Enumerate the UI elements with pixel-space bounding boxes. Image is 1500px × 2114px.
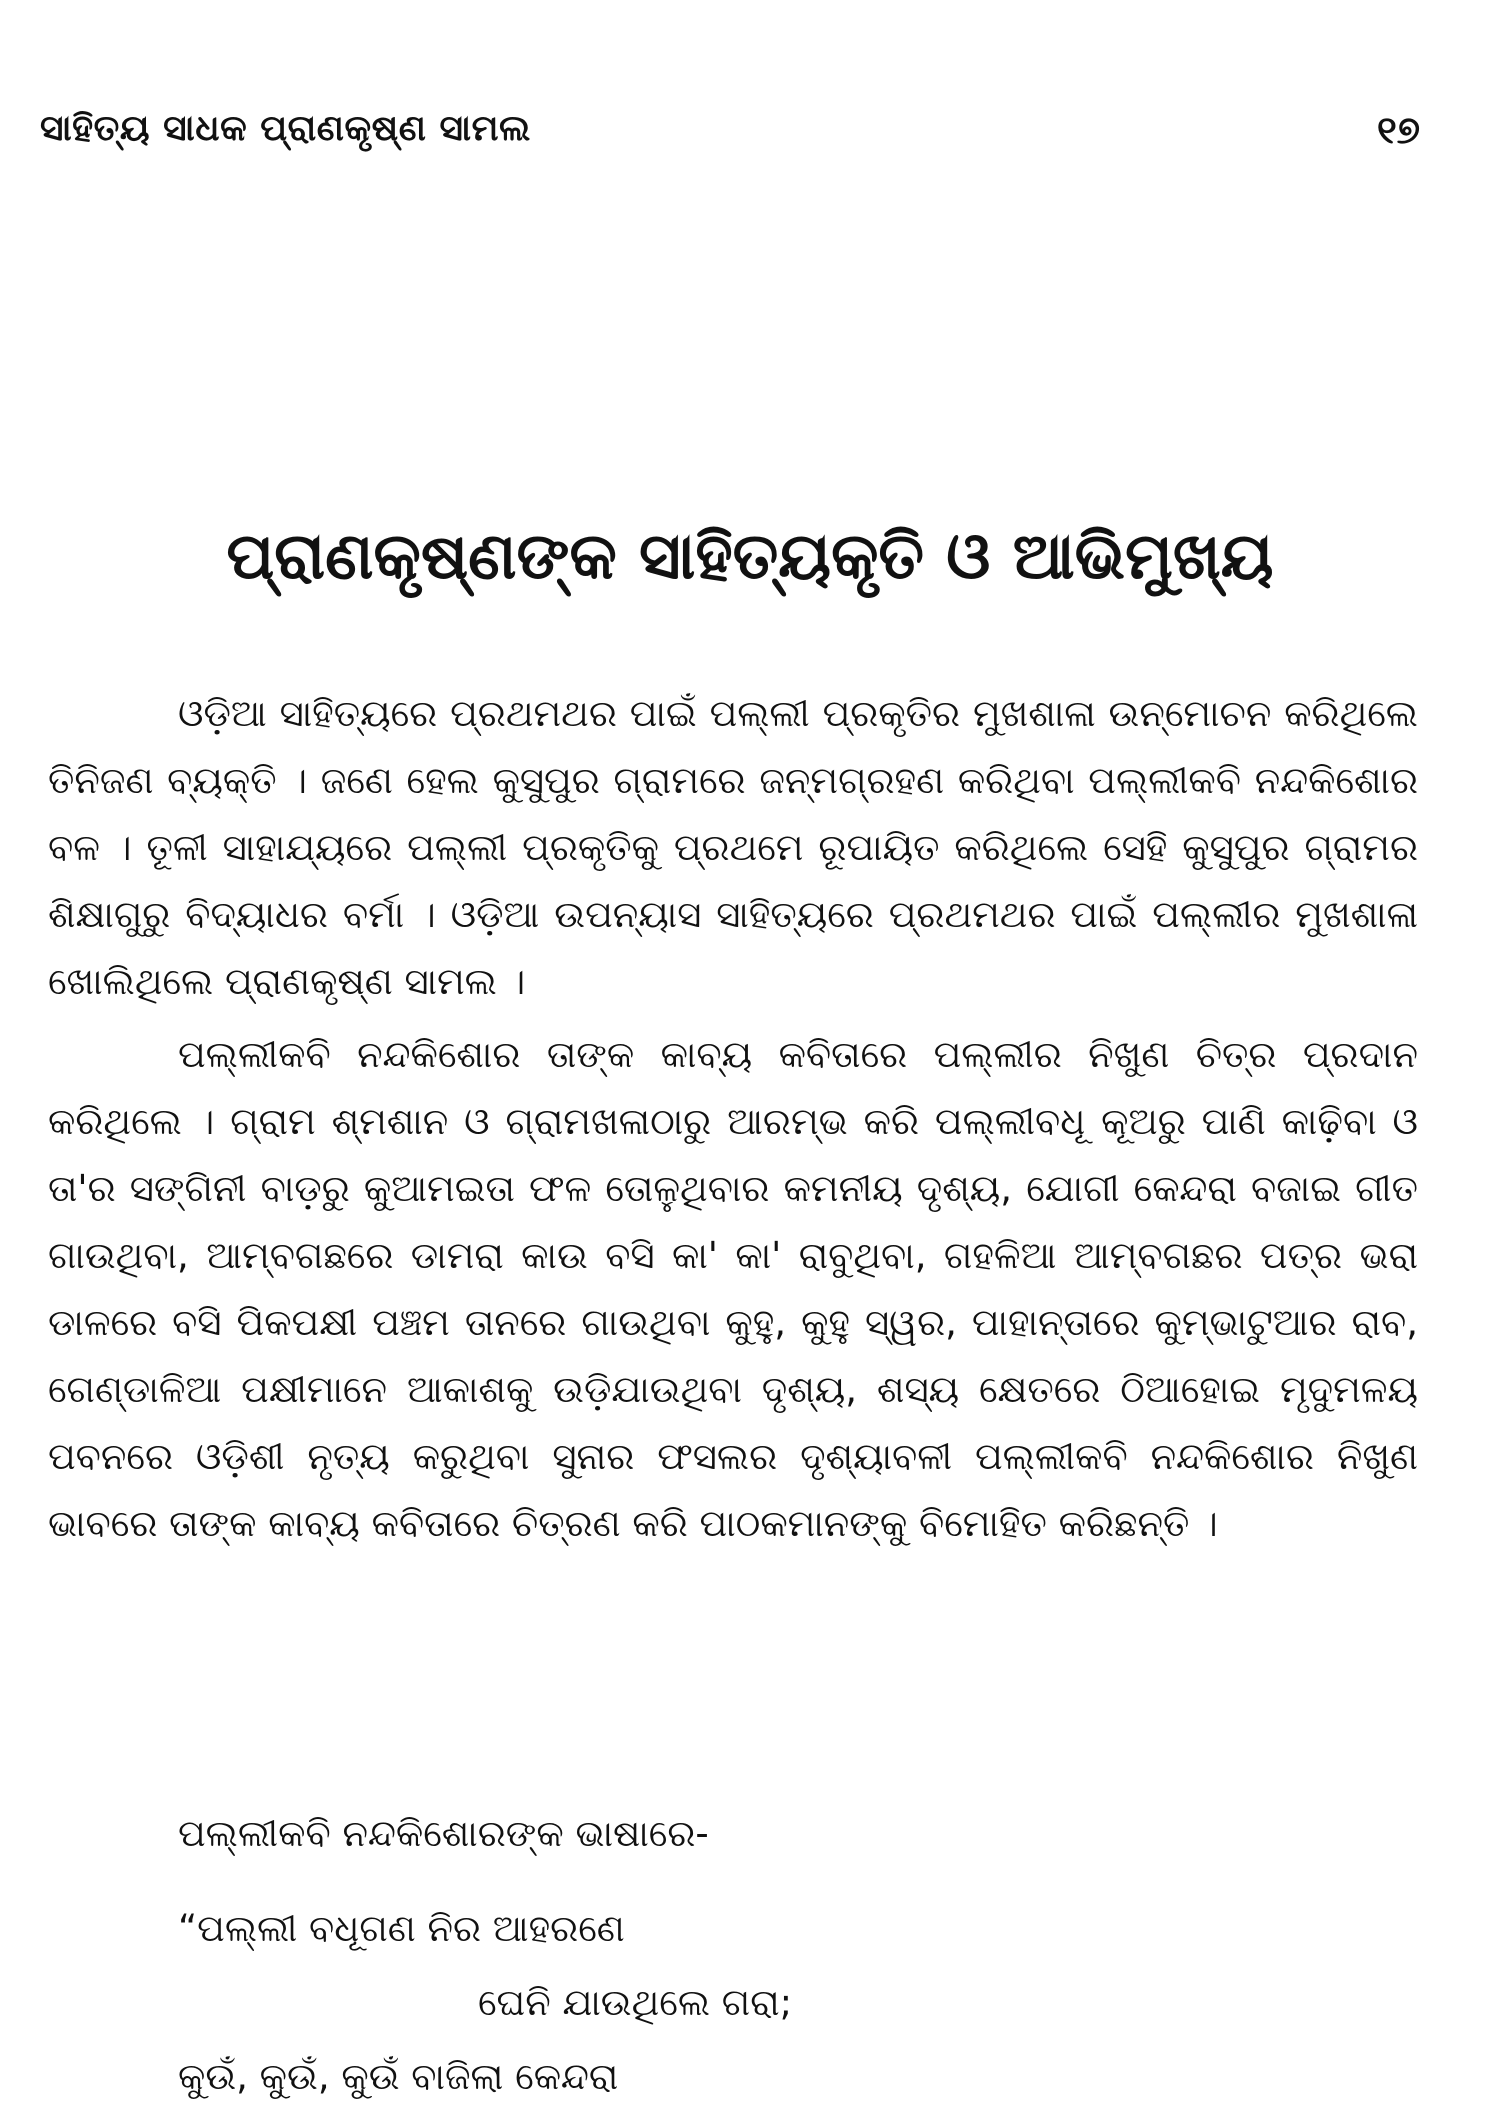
page-number: ୧୭ (1376, 108, 1420, 152)
verse-block (178, 1892, 792, 2114)
body-text (48, 680, 1418, 1563)
paragraph-2: ପଲ୍ଲୀକବି ନନ୍ଦକିଶୋର ତାଙ୍କ କାବ୍ୟ କବିତାରେ ପଲ୍ଲୀର ନିଖୁଣ ଚିତ୍ର ପ୍ରଦାନ କରିଥିଲେ । ଗ୍ରାମ ଶ୍ମଶାନ ଓ ଗ୍ରାମଖଳାଠାରୁ ଆରମ୍ଭ କରି ପଲ୍ଲୀବଧୂ କୂଅରୁ ପାଣି କାଢ଼ିବା ଓ ତା'ର ସଙ୍ଗିନୀ ବାଡ଼ରୁ କୁଆମଇତା ଫଳ ତୋଳୁଥିବାର କମନୀୟ ଦୃଶ୍ୟ, ଯୋଗୀ କେନ୍ଦରା ବଜାଇ ଗୀତ ଗାଉଥିବା, ଆମ୍ବଗଛରେ ଡାମରା କାଉ ବସି କା' କା' ରାବୁଥିବା, ଗହଳିଆ ଆମ୍ବଗଛର ପତ୍ର ଭରା ଡାଳରେ ବସି ପିକପକ୍ଷୀ ପଞ୍ଚମ ତାନରେ ଗାଉଥିବା କୁହୁ, କୁହୁ ସ୍ୱର, ପାହାନ୍ତାରେ କୁମ୍ଭାଟୁଆର ରାବ, ଗେଣ୍ଡାଳିଆ ପକ୍ଷୀମାନେ ଆକାଶକୁ ଉଡ଼ିଯାଉଥିବା ଦୃଶ୍ୟ, ଶସ୍ୟ କ୍ଷେତରେ ଠିଆହୋଇ ମୃଦୁମଳୟ ପବନରେ ଓଡ଼ିଶୀ ନୃତ୍ୟ କରୁଥିବା ସୁନାର ଫସଲର ଦୃଶ୍ୟାବଳୀ ପଲ୍ଲୀକବି ନନ୍ଦକିଶୋର ନିଖୁଣ ଭାବରେ ତାଙ୍କ କାବ୍ୟ କବିତାରେ ଚିତ୍ରଣ କରି ପାଠକମାନଙ୍କୁ ବିମୋହିତ କରିଛନ୍ତି । (48, 1033, 1418, 1545)
verse-intro-line: ପଲ୍ଲୀକବି ନନ୍ଦକିଶୋରଙ୍କ ଭାଷାରେ- (178, 1812, 709, 1855)
paragraph-1: ଓଡ଼ିଆ ସାହିତ୍ୟରେ ପ୍ରଥମଥର ପାଇଁ ପଲ୍ଲୀ ପ୍ରକୃତିର ମୁଖଶାଳା ଉନ୍ମୋଚନ କରିଥିଲେ ତିନିଜଣ ବ୍ୟକ୍ତି । ଜଣେ ହେଲ କୁସୁପୁର ଗ୍ରାମରେ ଜନ୍ମଗ୍ରହଣ କରିଥିବା ପଲ୍ଲୀକବି ନନ୍ଦକିଶୋର ବଳ । ତୂଳୀ ସାହାଯ୍ୟରେ ପଲ୍ଲୀ ପ୍ରକୃତିକୁ ପ୍ରଥମେ ରୂପାୟିତ କରିଥିଲେ ସେହି କୁସୁପୁର ଗ୍ରାମର ଶିକ୍ଷାଗୁରୁ ବିଦ୍ୟାଧର ବର୍ମା । ଓଡ଼ିଆ ଉପନ୍ୟାସ ସାହିତ୍ୟରେ ପ୍ରଥମଥର ପାଇଁ ପଲ୍ଲୀର ମୁଖଶାଳା ଖୋଲିଥିଲେ ପ୍ରାଣକୃଷ୍ଣ ସାମଲ । (48, 692, 1418, 1003)
verse-line-1: “ପଲ୍ଲୀ ବଧୂଗଣ ନିର ଆହରଣେ (178, 1907, 625, 1950)
verse-line-2: ଘେନି ଯାଉଥିଲେ ଗରା; (478, 1981, 793, 2024)
verse-line-3: କୁଉଁ, କୁଉଁ, କୁଉଁ ବାଜିଲା କେନ୍ଦରା (178, 2055, 619, 2098)
chapter-title: ପ୍ରାଣକୃଷ୍ଣଙ୍କ ସାହିତ୍ୟକୃତି ଓ ଆଭିମୁଖ୍ୟ (226, 520, 1274, 594)
running-title: ସାହିତ୍ୟ ସାଧକ ପ୍ରାଣକୃଷ୍ଣ ସାମଲ (40, 108, 531, 149)
